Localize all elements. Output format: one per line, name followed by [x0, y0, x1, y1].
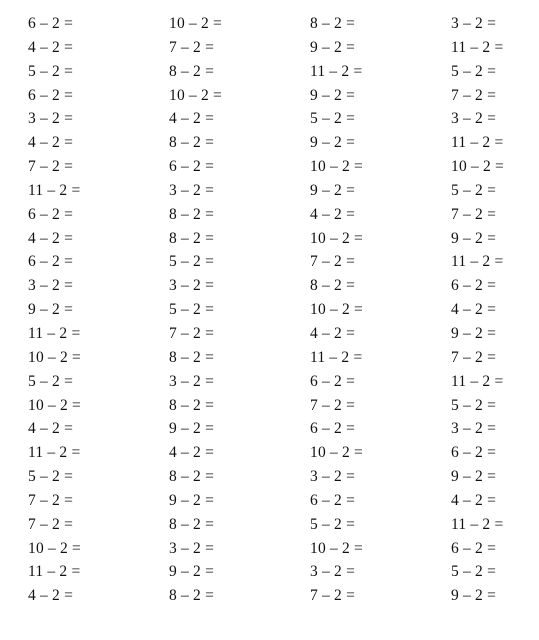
subtraction-problem: 5 – 2 = — [28, 372, 74, 390]
subtraction-problem: 11 – 2 = — [451, 134, 504, 152]
subtraction-problem: 8 – 2 = — [310, 277, 356, 295]
subtraction-problem: 4 – 2 = — [28, 134, 74, 152]
subtraction-problem: 11 – 2 = — [28, 181, 81, 199]
subtraction-problem: 11 – 2 = — [310, 348, 363, 366]
subtraction-problem: 8 – 2 = — [169, 515, 215, 533]
subtraction-problem: 8 – 2 = — [169, 587, 215, 605]
subtraction-problem: 6 – 2 = — [28, 253, 74, 271]
subtraction-problem: 9 – 2 = — [451, 229, 497, 247]
subtraction-problem: 5 – 2 = — [451, 62, 497, 80]
subtraction-problem: 7 – 2 = — [310, 587, 356, 605]
subtraction-problem: 11 – 2 = — [451, 253, 504, 271]
subtraction-problem: 7 – 2 = — [28, 491, 74, 509]
subtraction-problem: 7 – 2 = — [169, 38, 215, 56]
subtraction-problem: 8 – 2 = — [169, 229, 215, 247]
subtraction-problem: 4 – 2 = — [451, 491, 497, 509]
subtraction-problem: 10 – 2 = — [28, 396, 81, 414]
subtraction-problem: 9 – 2 = — [310, 134, 356, 152]
subtraction-problem-grid — [28, 12, 528, 608]
subtraction-problem: 5 – 2 = — [310, 515, 356, 533]
subtraction-problem: 6 – 2 = — [28, 15, 74, 32]
subtraction-problem: 3 – 2 = — [28, 277, 74, 295]
subtraction-problem: 10 – 2 = — [169, 15, 222, 32]
subtraction-problem: 8 – 2 = — [169, 468, 215, 486]
subtraction-problem: 6 – 2 = — [451, 444, 497, 462]
subtraction-problem: 6 – 2 = — [169, 158, 215, 176]
subtraction-problem: 3 – 2 = — [451, 15, 497, 32]
subtraction-problem: 5 – 2 = — [451, 396, 497, 414]
subtraction-problem: 3 – 2 = — [169, 277, 215, 295]
subtraction-problem: 11 – 2 = — [28, 563, 81, 581]
subtraction-problem: 8 – 2 = — [169, 396, 215, 414]
subtraction-problem: 5 – 2 = — [28, 468, 74, 486]
subtraction-problem: 5 – 2 = — [310, 110, 356, 128]
subtraction-problem: 10 – 2 = — [28, 348, 81, 366]
subtraction-problem: 6 – 2 = — [310, 491, 356, 509]
subtraction-problem: 3 – 2 = — [169, 539, 215, 557]
subtraction-problem: 9 – 2 = — [451, 587, 497, 605]
subtraction-problem: 10 – 2 = — [310, 158, 363, 176]
subtraction-problem: 10 – 2 = — [169, 86, 222, 104]
subtraction-problem: 7 – 2 = — [451, 348, 497, 366]
subtraction-problem: 9 – 2 = — [169, 563, 215, 581]
subtraction-problem: 3 – 2 = — [169, 372, 215, 390]
subtraction-problem: 7 – 2 = — [310, 396, 356, 414]
subtraction-problem: 5 – 2 = — [28, 62, 74, 80]
subtraction-problem: 5 – 2 = — [169, 253, 215, 271]
subtraction-problem: 11 – 2 = — [28, 444, 81, 462]
subtraction-problem: 10 – 2 = — [310, 444, 363, 462]
subtraction-problem: 4 – 2 = — [169, 444, 215, 462]
subtraction-problem: 9 – 2 = — [451, 468, 497, 486]
subtraction-problem: 4 – 2 = — [310, 324, 356, 342]
subtraction-problem: 9 – 2 = — [310, 38, 356, 56]
subtraction-problem: 4 – 2 = — [310, 205, 356, 223]
subtraction-problem: 7 – 2 = — [28, 515, 74, 533]
subtraction-problem: 5 – 2 = — [169, 301, 215, 319]
subtraction-problem: 8 – 2 = — [169, 348, 215, 366]
subtraction-problem: 9 – 2 = — [28, 301, 74, 319]
subtraction-problem: 9 – 2 = — [310, 86, 356, 104]
subtraction-problem: 3 – 2 = — [310, 563, 356, 581]
subtraction-problem: 10 – 2 = — [310, 229, 363, 247]
subtraction-problem: 8 – 2 = — [310, 15, 356, 32]
subtraction-problem: 5 – 2 = — [451, 563, 497, 581]
subtraction-problem: 3 – 2 = — [451, 420, 497, 438]
subtraction-problem: 11 – 2 = — [451, 38, 504, 56]
subtraction-problem: 10 – 2 = — [28, 539, 81, 557]
subtraction-problem: 6 – 2 = — [451, 539, 497, 557]
subtraction-problem: 8 – 2 = — [169, 134, 215, 152]
subtraction-problem: 6 – 2 = — [451, 277, 497, 295]
subtraction-problem: 6 – 2 = — [28, 205, 74, 223]
subtraction-problem: 3 – 2 = — [310, 468, 356, 486]
subtraction-problem: 4 – 2 = — [28, 229, 74, 247]
subtraction-problem: 9 – 2 = — [310, 181, 356, 199]
subtraction-problem: 5 – 2 = — [451, 181, 497, 199]
subtraction-problem: 11 – 2 = — [28, 324, 81, 342]
subtraction-problem: 7 – 2 = — [169, 324, 215, 342]
subtraction-problem: 8 – 2 = — [169, 62, 215, 80]
subtraction-problem: 9 – 2 = — [169, 491, 215, 509]
subtraction-problem: 10 – 2 = — [451, 158, 504, 176]
subtraction-problem: 4 – 2 = — [169, 110, 215, 128]
subtraction-problem: 3 – 2 = — [169, 181, 215, 199]
subtraction-problem: 11 – 2 = — [310, 62, 363, 80]
subtraction-problem: 8 – 2 = — [169, 205, 215, 223]
subtraction-problem: 4 – 2 = — [451, 301, 497, 319]
subtraction-problem: 10 – 2 = — [310, 539, 363, 557]
subtraction-problem: 10 – 2 = — [310, 301, 363, 319]
subtraction-problem: 6 – 2 = — [310, 372, 356, 390]
subtraction-problem: 7 – 2 = — [28, 158, 74, 176]
subtraction-problem: 7 – 2 = — [451, 86, 497, 104]
subtraction-problem: 6 – 2 = — [28, 86, 74, 104]
subtraction-problem: 11 – 2 = — [451, 372, 504, 390]
subtraction-problem: 4 – 2 = — [28, 587, 74, 605]
subtraction-problem: 9 – 2 = — [451, 324, 497, 342]
subtraction-problem: 9 – 2 = — [169, 420, 215, 438]
subtraction-problem: 11 – 2 = — [451, 515, 504, 533]
subtraction-problem: 3 – 2 = — [28, 110, 74, 128]
subtraction-problem: 6 – 2 = — [310, 420, 356, 438]
subtraction-problem: 7 – 2 = — [451, 205, 497, 223]
subtraction-problem: 4 – 2 = — [28, 38, 74, 56]
subtraction-problem: 3 – 2 = — [451, 110, 497, 128]
subtraction-problem: 4 – 2 = — [28, 420, 74, 438]
subtraction-problem: 7 – 2 = — [310, 253, 356, 271]
